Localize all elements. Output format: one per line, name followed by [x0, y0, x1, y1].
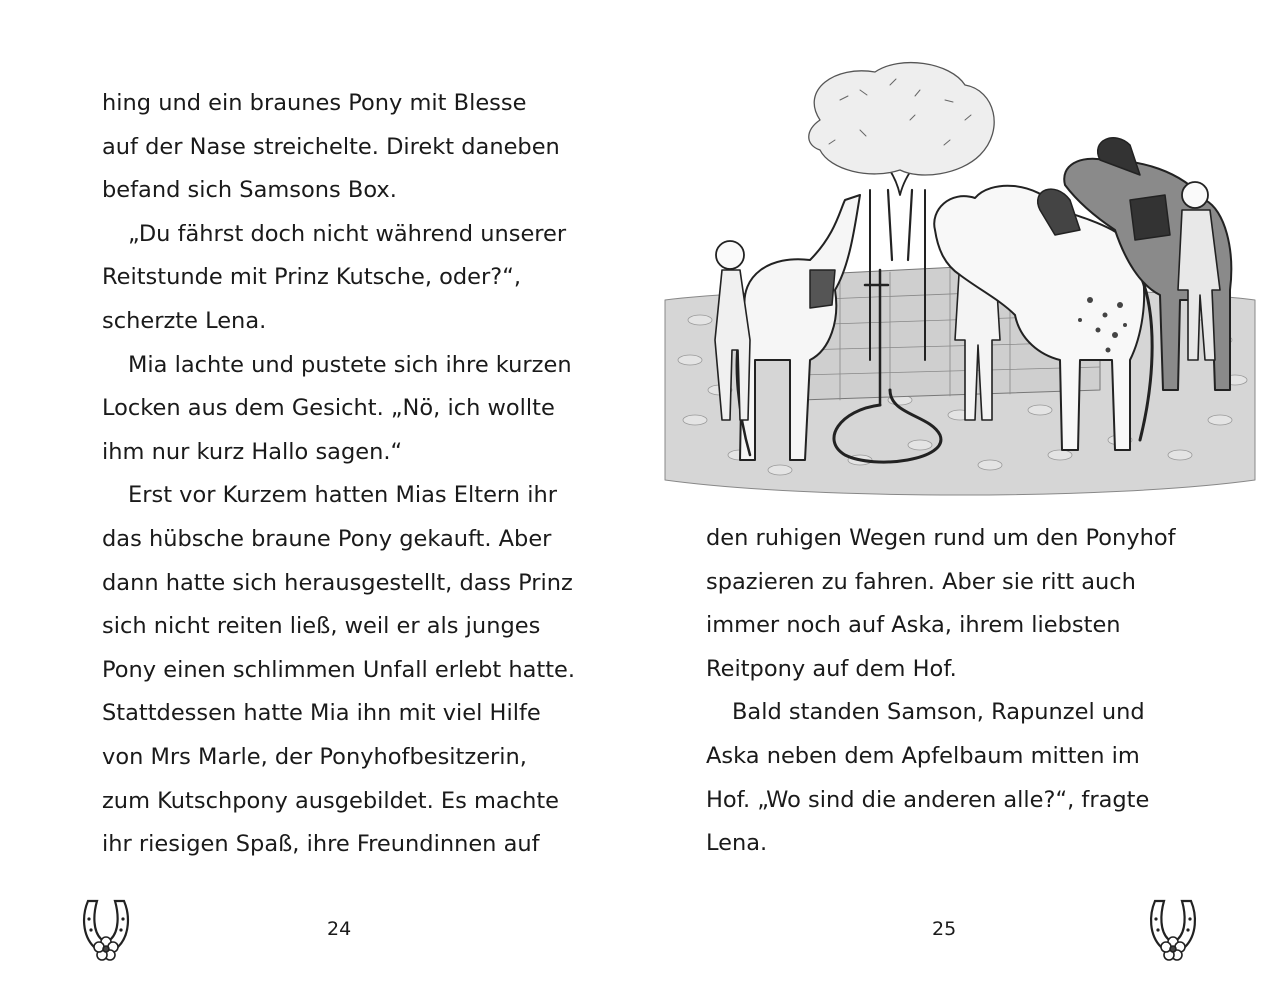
horseshoe-flower-icon	[1145, 893, 1201, 961]
text-line: „Du fährst doch nicht während unserer	[128, 220, 567, 247]
page-number: 25	[932, 918, 957, 940]
text-line: Erst vor Kurzem hatten Mias Eltern ihr	[128, 482, 557, 509]
right-page	[640, 0, 1280, 999]
text-line: dann hatte sich herausgestellt, dass Prinz	[102, 569, 573, 596]
page-number: 24	[327, 918, 352, 940]
text-line: Mia lachte und pustete sich ihre kurzen	[128, 351, 572, 378]
text-line: von Mrs Marle, der Ponyhofbesitzerin,	[102, 743, 527, 770]
left-page-text	[102, 82, 575, 867]
right-page-text	[706, 517, 1176, 866]
pony-yard-illustration	[660, 60, 1260, 500]
text-line: hing und ein braunes Pony mit Blesse	[102, 90, 527, 116]
text-line: Aska neben dem Apfelbaum mitten im	[706, 742, 1140, 769]
horseshoe-flower-icon	[78, 893, 134, 961]
text-line: befand sich Samsons Box.	[102, 177, 397, 204]
text-line: scherzte Lena.	[102, 307, 267, 334]
text-line: das hübsche braune Pony gekauft. Aber	[102, 525, 552, 552]
text-line: auf der Nase streichelte. Direkt daneben	[102, 133, 560, 160]
text-line: ihm nur kurz Hallo sagen.“	[102, 438, 403, 465]
text-line: Reitstunde mit Prinz Kutsche, oder?“,	[102, 264, 522, 291]
text-line: Reitpony auf dem Hof.	[706, 655, 957, 682]
text-line: Locken aus dem Gesicht. „Nö, ich wollte	[102, 395, 555, 422]
text-line: zum Kutschpony ausgebildet. Es machte	[102, 787, 560, 814]
text-line: Bald standen Samson, Rapunzel und	[732, 699, 1145, 726]
text-line: Hof. „Wo sind die anderen alle?“, fragte	[706, 786, 1150, 813]
text-line: spazieren zu fahren. Aber sie ritt auch	[706, 568, 1136, 595]
text-line: immer noch auf Aska, ihrem liebsten	[706, 612, 1121, 639]
text-line: ihr riesigen Spaß, ihre Freundinnen auf	[102, 831, 540, 858]
text-line: den ruhigen Wegen rund um den Ponyhof	[706, 525, 1176, 551]
text-line: Pony einen schlimmen Unfall erlebt hatte.	[102, 656, 576, 683]
text-line: Stattdessen hatte Mia ihn mit viel Hilfe	[102, 700, 541, 727]
text-line: sich nicht reiten ließ, weil er als junges	[102, 613, 541, 640]
text-line: Lena.	[706, 830, 768, 857]
